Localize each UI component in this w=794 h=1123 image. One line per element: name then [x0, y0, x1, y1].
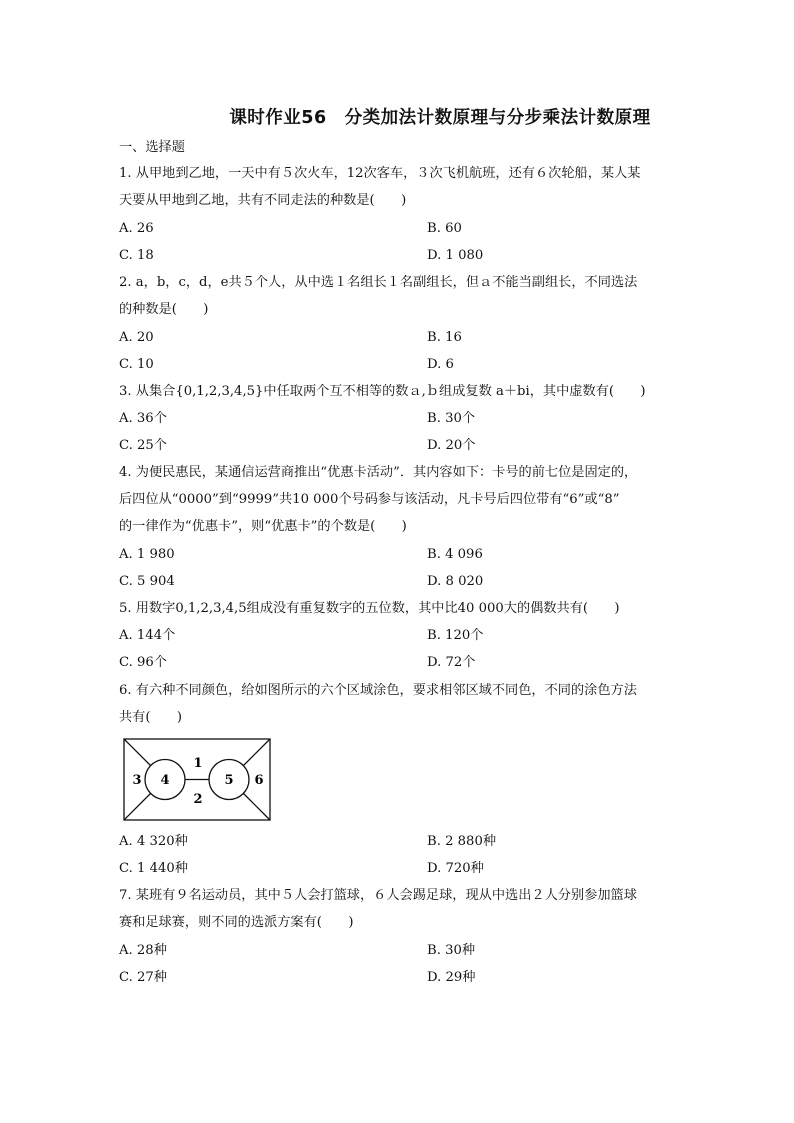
region-coloring-figure: [120, 735, 275, 825]
question-6-text-cont: 共有( ): [119, 710, 183, 725]
q2-option-c: C. 10: [119, 357, 154, 372]
q7-option-d: D. 29种: [427, 970, 476, 985]
q5-option-c: C. 96个: [119, 655, 167, 670]
q1-option-c: C. 18: [119, 248, 154, 263]
question-7-text: 7. 某班有９名运动员，其中５人会打篮球，６人会踢足球，现从中选出２人分别参加篮球: [119, 888, 637, 903]
q6-option-c: C. 1 440种: [119, 861, 188, 876]
q6-option-a: A. 4 320种: [119, 834, 188, 849]
q6-option-d: D. 720种: [427, 861, 484, 876]
q4-option-c: C. 5 904: [119, 574, 175, 589]
figure-diagonal-tl: [124, 739, 151, 766]
figure-label-5: 5: [224, 773, 234, 788]
question-3-text: 3. 从集合{0,1,2,3,4,5}中任取两个互不相等的数ａ,ｂ组成复数 a＋bi，其中虚数有( ): [119, 384, 646, 399]
q6-option-b: B. 2 880种: [427, 834, 497, 849]
q5-option-b: B. 120个: [427, 628, 484, 643]
figure-label-4: 4: [160, 773, 170, 788]
q7-option-c: C. 27种: [119, 970, 167, 985]
q2-option-d: D. 6: [427, 357, 454, 372]
figure-label-3: 3: [132, 773, 142, 788]
question-4-text-cont: 后四位从“0000”到“9999”共10 000个号码参与该活动，凡卡号后四位带有“6”或“8”: [119, 492, 620, 507]
question-2-text-cont: 的种数是( ): [119, 302, 209, 317]
figure-diagonal-tr: [243, 739, 270, 766]
q1-option-a: A. 26: [119, 221, 154, 236]
question-4-text-cont2: 的一律作为“优惠卡”，则“优惠卡”的个数是( ): [119, 519, 407, 534]
q7-option-b: B. 30种: [427, 943, 476, 958]
q1-option-d: D. 1 080: [427, 248, 484, 263]
figure-label-2: 2: [193, 792, 203, 807]
q3-option-d: D. 20个: [427, 438, 476, 453]
q2-option-b: B. 16: [427, 330, 462, 345]
q2-option-a: A. 20: [119, 330, 154, 345]
q3-option-c: C. 25个: [119, 438, 167, 453]
question-5-text: 5. 用数字0,1,2,3,4,5组成没有重复数字的五位数，其中比40 000大的偶数共有( ): [119, 601, 620, 616]
figure-label-6: 6: [254, 773, 264, 788]
q7-option-a: A. 28种: [119, 943, 167, 958]
question-2-text: 2. a，b，c，d，e共５个人，从中选１名组长１名副组长，但ａ不能当副组长，不同选法: [119, 275, 638, 290]
question-7-text-cont: 赛和足球赛，则不同的选派方案有( ): [119, 915, 354, 930]
figure-label-1: 1: [193, 756, 203, 771]
q4-option-d: D. 8 020: [427, 574, 484, 589]
figure-diagonal-br: [243, 793, 270, 820]
section-heading: 一、选择题: [119, 140, 185, 155]
q3-option-b: B. 30个: [427, 411, 476, 426]
q5-option-d: D. 72个: [427, 655, 476, 670]
q1-option-b: B. 60: [427, 221, 462, 236]
question-1-text: 1. 从甲地到乙地，一天中有５次火车，12次客车，３次飞机航班，还有６次轮船，某人某: [119, 166, 641, 181]
q4-option-a: A. 1 980: [119, 547, 175, 562]
question-1-text-cont: 天要从甲地到乙地，共有不同走法的种数是( ): [119, 193, 407, 208]
question-4-text: 4. 为便民惠民，某通信运营商推出“优惠卡活动”．其内容如下：卡号的前七位是固定的，: [119, 465, 638, 480]
figure-diagonal-bl: [124, 793, 151, 820]
q5-option-a: A. 144个: [119, 628, 176, 643]
q3-option-a: A. 36个: [119, 411, 167, 426]
page-title: 课时作业56 分类加法计数原理与分步乘法计数原理: [229, 108, 651, 128]
question-6-text: 6. 有六种不同颜色，给如图所示的六个区域涂色，要求相邻区域不同色，不同的涂色方法: [119, 683, 637, 698]
q4-option-b: B. 4 096: [427, 547, 483, 562]
